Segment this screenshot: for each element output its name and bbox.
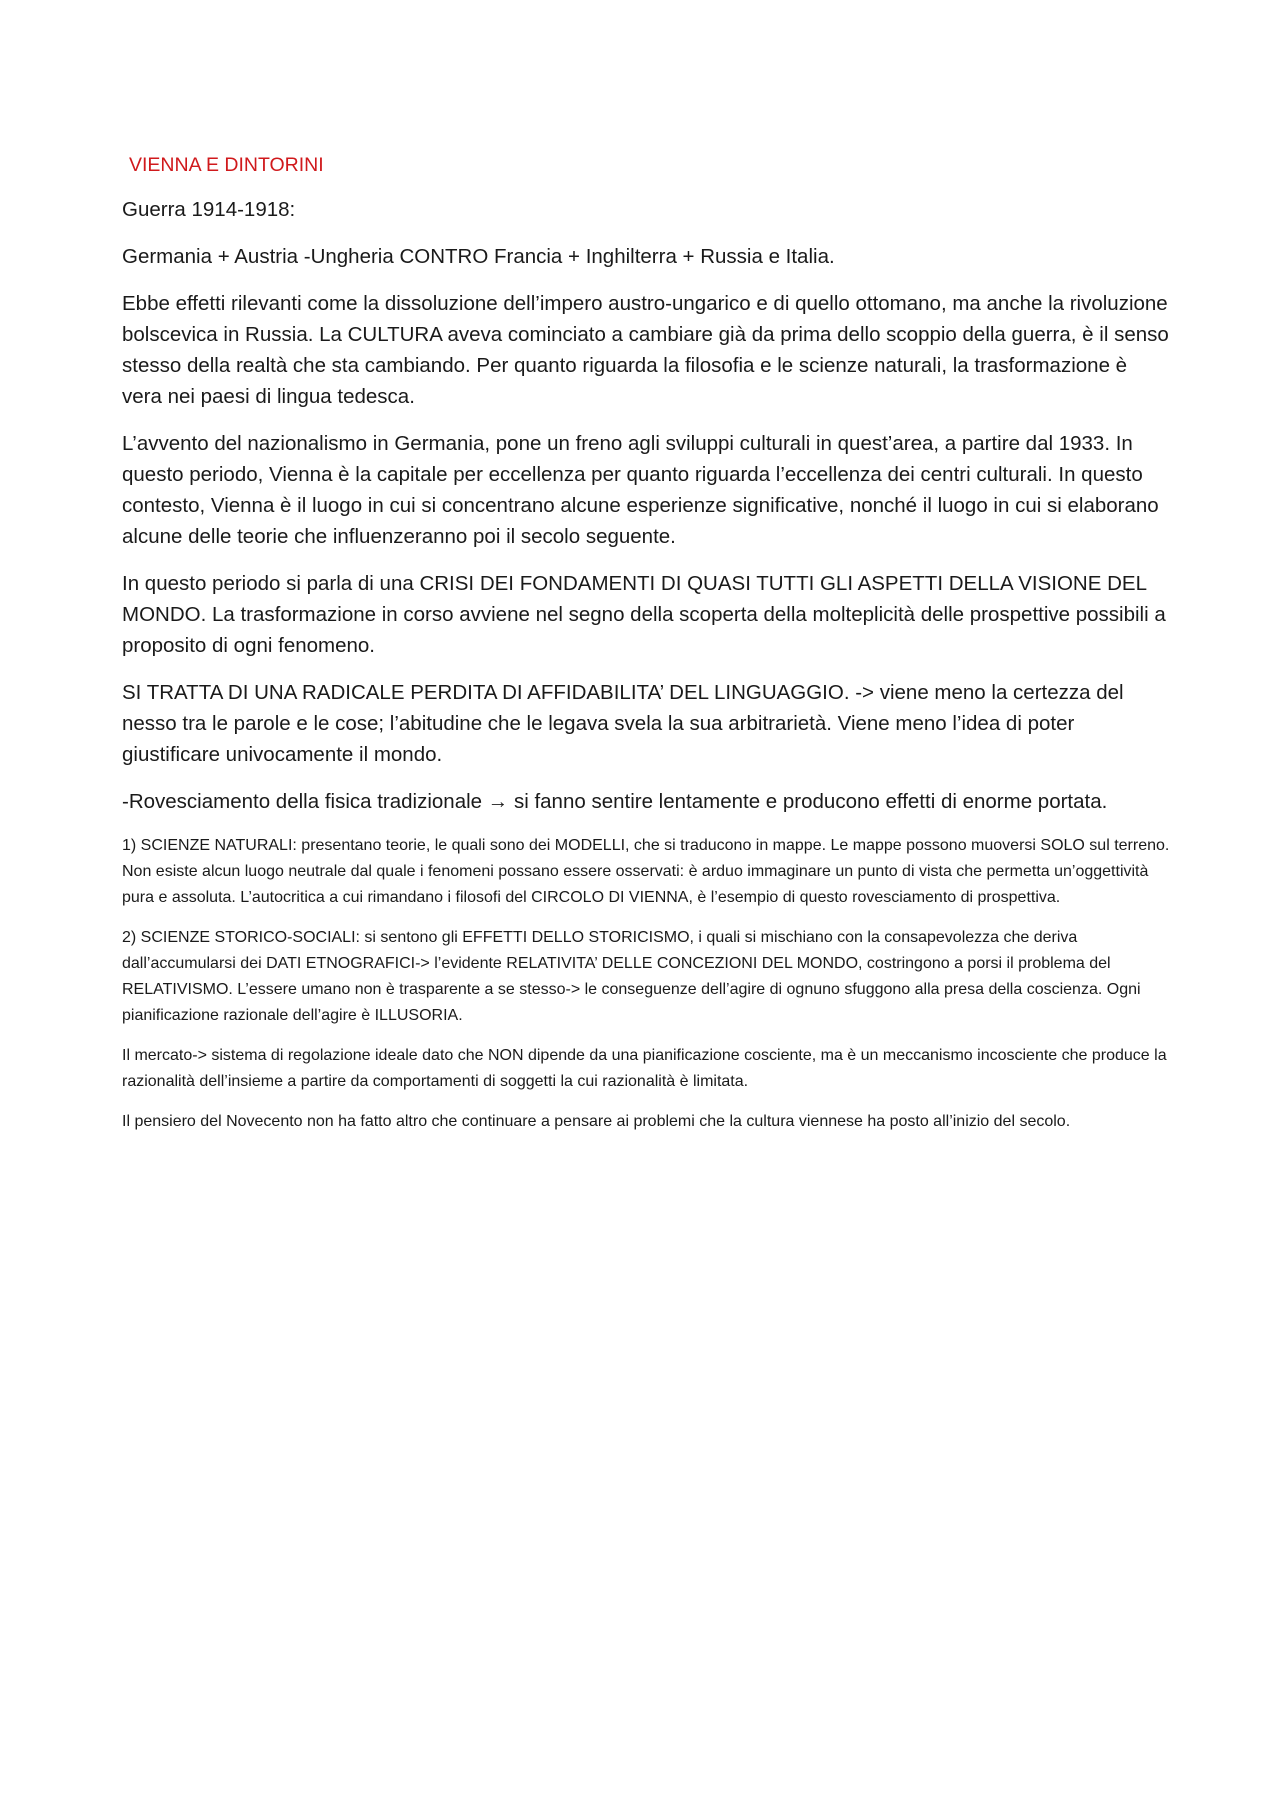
paragraph-war-dates: Guerra 1914-1918:	[122, 198, 296, 221]
paragraph-natural-sciences: 1) SCIENZE NATURALI: presentano teorie, le quali sono dei MODELLI, che si traducono in mappe. Le mappe possono muoversi SOLO sul terreno. Non esiste alcun luogo neutrale dal quale i fenomeni possano essere osservati: è arduo immaginare un punto di vista che permetta un’oggettività pura e assoluta. L’autocritica a cui rimandano i filosofi del CIRCOLO DI VIENNA, è l’esempio di questo rovesciamento di prospettiva.	[122, 837, 1170, 906]
document-title: VIENNA E DINTORINI	[129, 154, 324, 176]
paragraph-market: Il mercato-> sistema di regolazione ideale dato che NON dipende da una pianificazione cosciente, ma è un meccanismo incosciente che produce la razionalità dell’insieme a partire da comportamenti di soggetti la cui razionalità è limitata.	[122, 1047, 1167, 1090]
paragraph-effects: Ebbe effetti rilevanti come la dissoluzione dell’impero austro-ungarico e di quello ottomano, ma anche la rivoluzione bolscevica in Russia. La CULTURA aveva cominciato a cambiare già da prima dello scoppio della guerra, è il senso stesso della realtà che sta cambiando. Per quanto riguarda la filosofia e le scienze naturali, la trasformazione è vera nei paesi di lingua tedesca.	[122, 292, 1169, 408]
paragraph-language: SI TRATTA DI UNA RADICALE PERDITA DI AFFIDABILITA’ DEL LINGUAGGIO. -> viene meno la certezza del nesso tra le parole e le cose; l’abitudine che le legava svela la sua arbitrarietà. Viene meno l’idea di poter giustificare univocamente il mondo.	[122, 681, 1124, 766]
paragraph-nationalism: L’avvento del nazionalismo in Germania, pone un freno agli sviluppi culturali in quest’area, a partire dal 1933. In questo periodo, Vienna è la capitale per eccellenza per quanto riguarda l’eccellenza dei centri culturali. In questo contesto, Vienna è il luogo in cui si concentrano alcune esperienze significative, nonché il luogo in cui si elaborano alcune delle teorie che influenzeranno poi il secolo seguente.	[122, 432, 1159, 548]
physics-text-after: si fanno sentire lentamente e producono effetti di enorme portata.	[508, 790, 1108, 813]
paragraph-physics	[122, 786, 1172, 817]
arrow-right-icon: →	[487, 790, 509, 813]
paragraph-alliances: Germania + Austria -Ungheria CONTRO Francia + Inghilterra + Russia e Italia.	[122, 245, 835, 268]
document-page	[122, 152, 1172, 1149]
paragraph-conclusion: Il pensiero del Novecento non ha fatto altro che continuare a pensare ai problemi che la cultura viennese ha posto all’inizio del secolo.	[122, 1113, 1071, 1130]
paragraph-crisis: In questo periodo si parla di una CRISI DEI FONDAMENTI DI QUASI TUTTI GLI ASPETTI DELLA VISIONE DEL MONDO. La trasformazione in corso avviene nel segno della scoperta della molteplicità delle prospettive possibili a proposito di ogni fenomeno.	[122, 572, 1166, 657]
physics-text-before: -Rovesciamento della fisica tradizionale	[122, 790, 488, 813]
paragraph-social-sciences: 2) SCIENZE STORICO-SOCIALI: si sentono gli EFFETTI DELLO STORICISMO, i quali si mischiano con la consapevolezza che deriva dall’accumularsi dei DATI ETNOGRAFICI-> l’evidente RELATIVITA’ DELLE CONCEZIONI DEL MONDO, costringono a porsi il problema del RELATIVISMO. L’essere umano non è trasparente a se stesso-> le conseguenze dell’agire di ognuno sfuggono alla presa della coscienza. Ogni pianificazione razionale dell’agire è ILLUSORIA.	[122, 929, 1141, 1024]
